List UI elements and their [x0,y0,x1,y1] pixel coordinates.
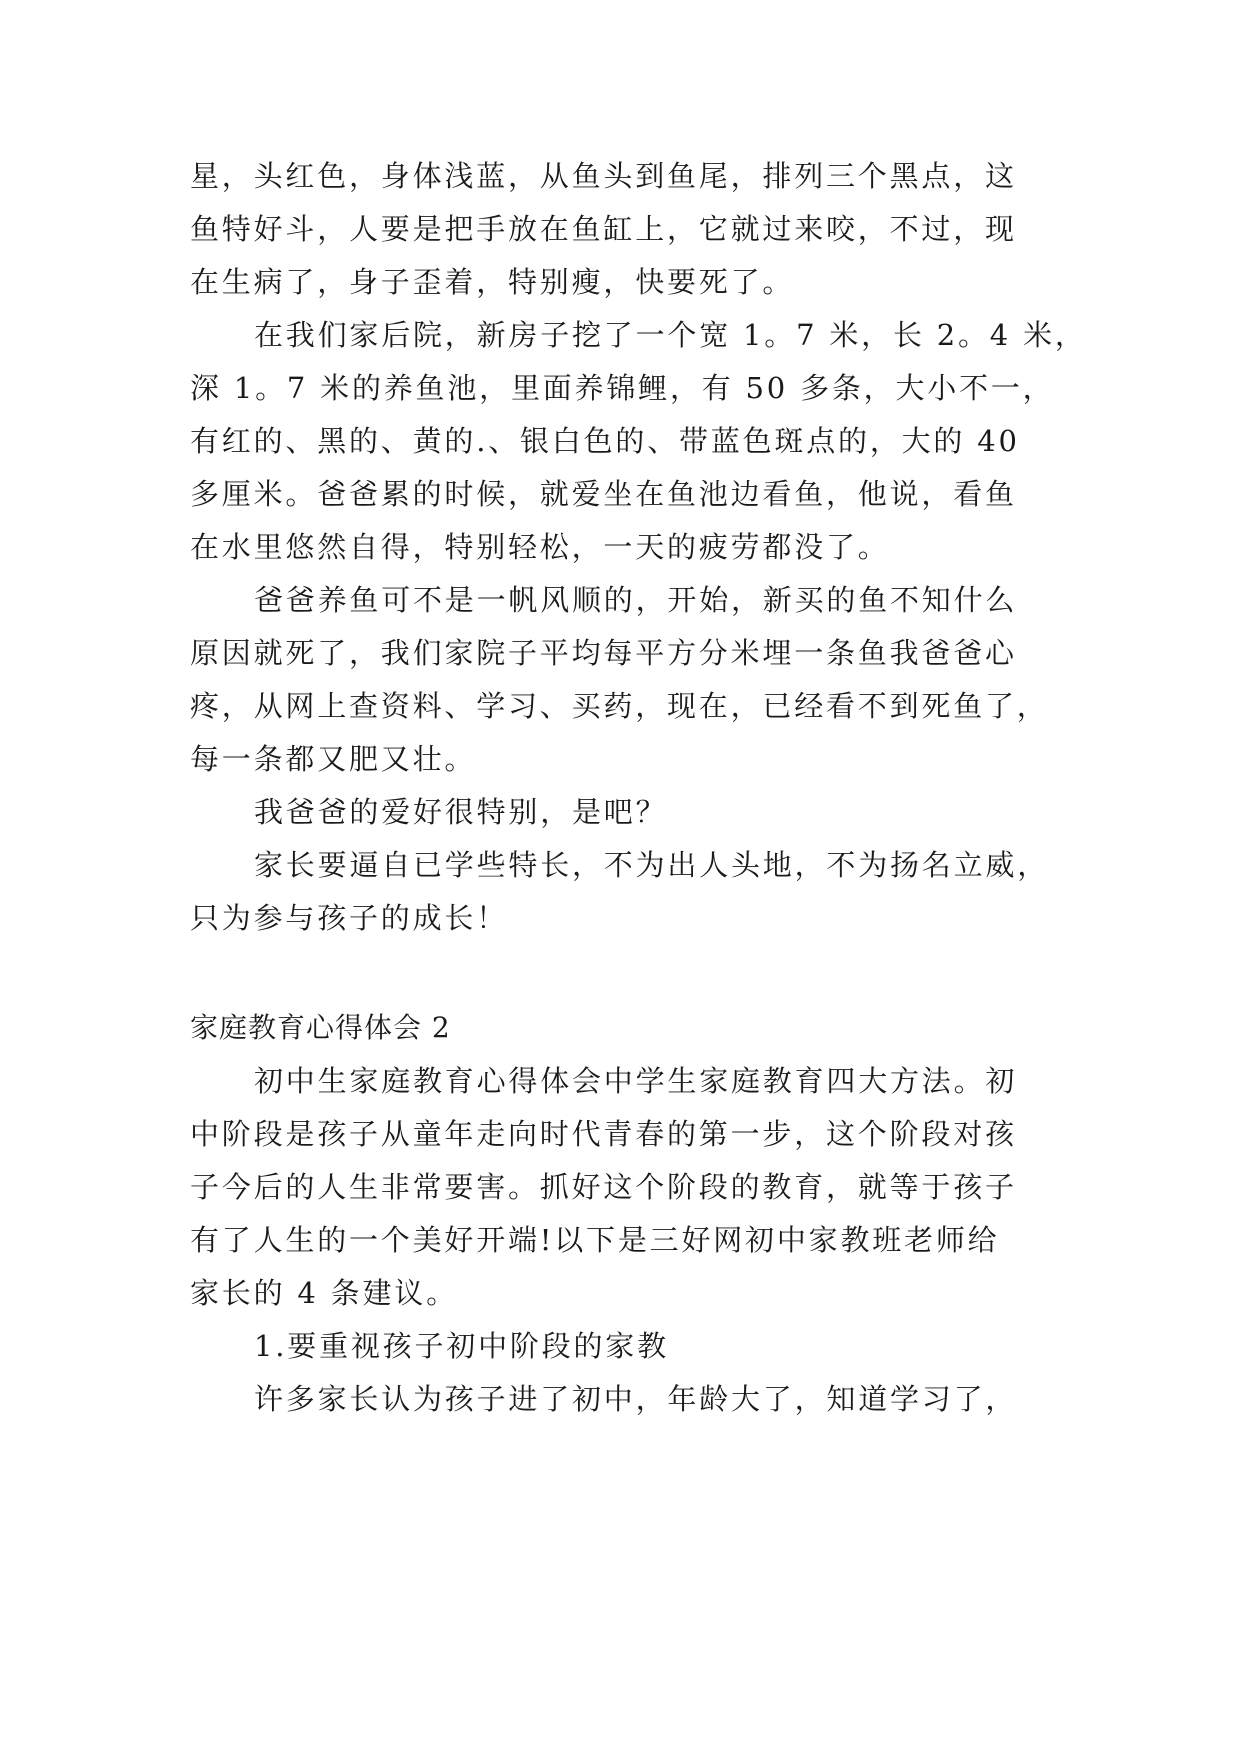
text-line: 星，头红色，身体浅蓝，从鱼头到鱼尾，排列三个黑点，这 [190,159,1017,193]
text-line: 多厘米。爸爸累的时候，就爱坐在鱼池边看鱼，他说，看鱼 [190,477,1017,511]
text-line: 在水里悠然自得，特别轻松，一天的疲劳都没了。 [190,530,890,564]
text-line: 在生病了，身子歪着，特别瘦，快要死了。 [190,265,795,299]
paragraph-fish-description [190,150,1052,309]
text-line: 爸爸养鱼可不是一帆风顺的，开始，新买的鱼不知什么 [254,583,1018,617]
paragraph-fish-pond [190,309,1087,574]
text-line: 家长的 4 条建议。 [190,1276,458,1310]
text-line: 子今后的人生非常要害。抓好这个阶段的教育，就等于孩子 [190,1170,1017,1204]
paragraph-intro-junior-high [190,1055,1052,1320]
document-body [190,158,1087,1426]
text-line: 家长要逼自已学些特长，不为出人头地，不为扬名立威， [254,848,1050,882]
paragraph-point-1-heading [190,1320,1052,1373]
text-line: 有红的、黑的、黄的.、银白色的、带蓝色斑点的，大的 40 [190,424,1020,458]
text-line: 鱼特好斗，人要是把手放在鱼缸上，它就过来咬，不过，现 [190,212,1017,246]
text-line: 在我们家后院，新房子挖了一个宽 1。7 米，长 2。4 米， [254,318,1087,352]
text-line: 原因就死了，我们家院子平均每平方分米埋一条鱼我爸爸心 [190,636,1017,670]
paragraph-hobby-question [190,786,1052,839]
paragraph-fish-raising [190,574,1052,786]
paragraph-parent-advice [190,839,1052,945]
text-line: 深 1。7 米的养鱼池，里面养锦鲤，有 50 多条，大小不一， [190,371,1055,405]
text-line: 有了人生的一个美好开端!以下是三好网初中家教班老师给 [190,1223,1000,1257]
text-line: 初中生家庭教育心得体会中学生家庭教育四大方法。初 [254,1064,1018,1098]
text-line: 我爸爸的爱好很特别，是吧？ [254,795,668,829]
section-title: 家庭教育心得体会 2 [190,1011,451,1044]
paragraph-point-1-body [190,1373,1052,1426]
text-line: 中阶段是孩子从童年走向时代青春的第一步，这个阶段对孩 [190,1117,1017,1151]
text-line: 每一条都又肥又壮。 [190,742,477,776]
text-line: 只为参与孩子的成长！ [190,901,509,935]
text-line: 许多家长认为孩子进了初中，年龄大了，知道学习了， [254,1382,1018,1416]
text-line: 疼，从网上查资料、学习、买药，现在，已经看不到死鱼了， [190,689,1049,723]
text-line: 1.要重视孩子初中阶段的家教 [254,1329,669,1363]
